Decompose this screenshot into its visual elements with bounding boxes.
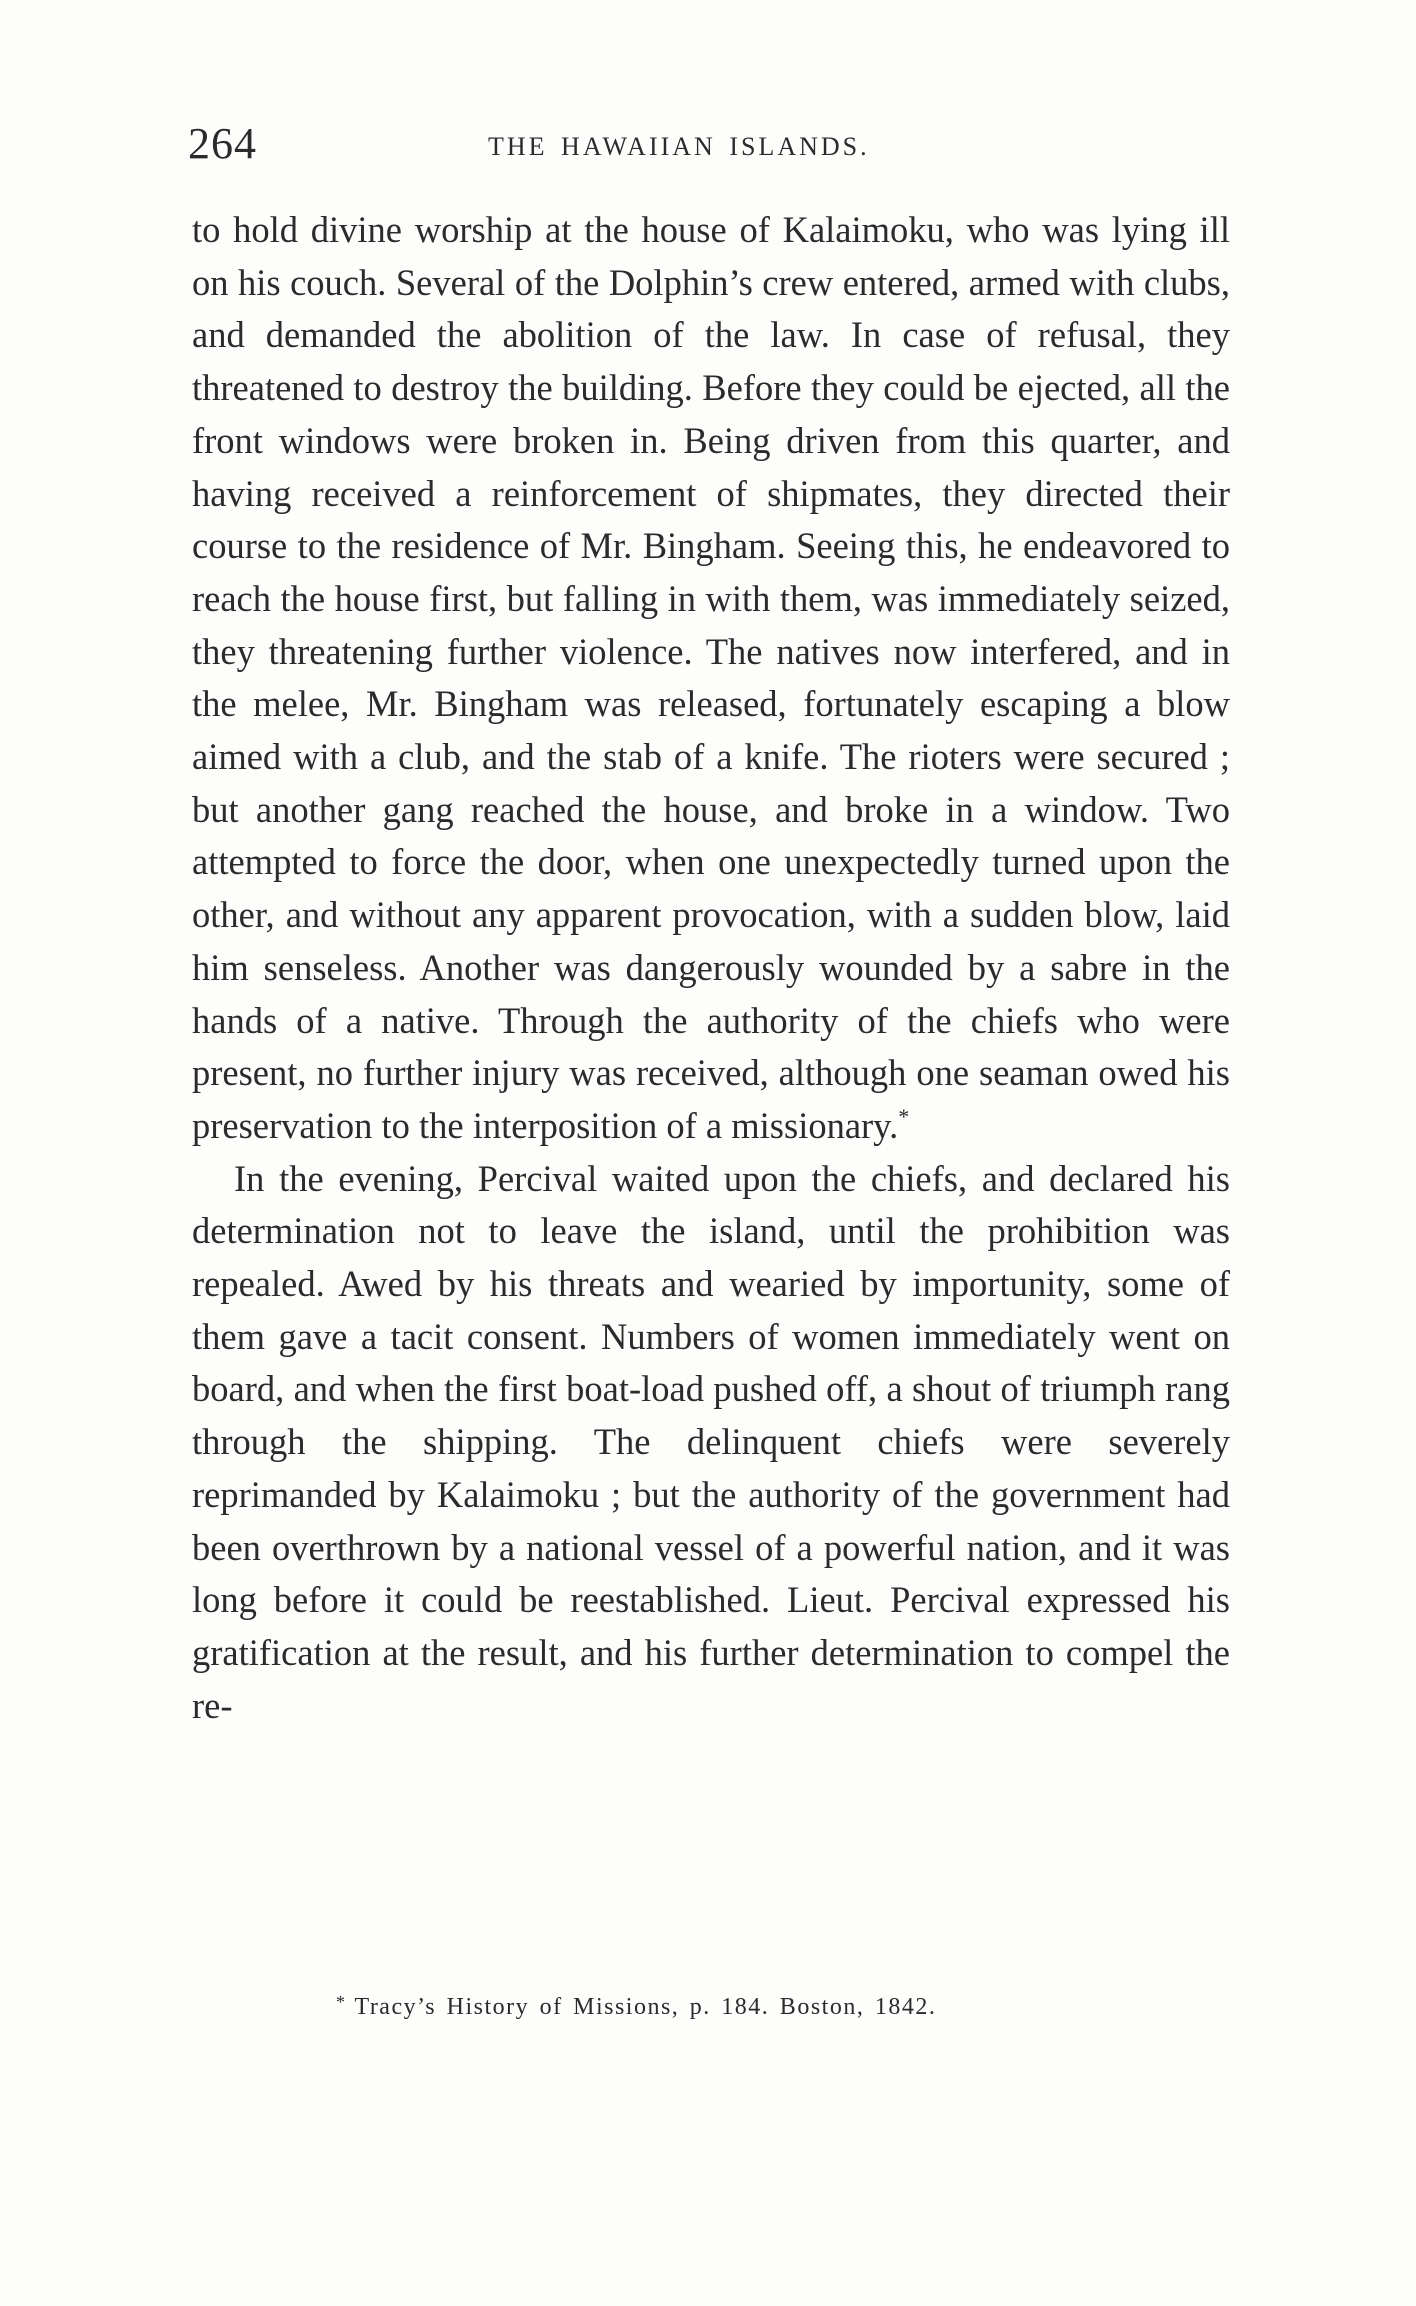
page-header bbox=[188, 118, 1228, 174]
footnote-mark: * bbox=[336, 1992, 347, 2012]
footnote bbox=[336, 1992, 936, 2021]
paragraph bbox=[192, 204, 1230, 1153]
footnote-reference-mark: * bbox=[898, 1103, 910, 1129]
body-text bbox=[192, 204, 1230, 1732]
paragraph: In the evening, Percival waited upon the chiefs, and declared his determination not to leave the island, until the prohibition was repealed. Awed by his threats and wearied by importunity, some of them gave a tacit consent. Numbers of women immediately went on board, and when the first boat-load pushed off, a shout of triumph rang through the shipping. The delinquent chiefs were severely reprimanded by Kalaimoku ; but the authority of the government had been overthrown by a national vessel of a powerful nation, and it was long before it could be reestablished. Lieut. Percival expressed his gratification at the result, and his further determination to compel the re- bbox=[192, 1157, 1230, 1726]
paragraph-text: to hold divine worship at the house of Kalaimoku, who was lying ill on his couch. Several of the Dolphin’s crew entered, armed with clubs, and demanded the abolition of the law. In case of refusal, they threatened to destroy the building. Before they could be ejected, all the front windows were broken in. Being driven from this quarter, and having received a reinforcement of shipmates, they directed their course to the residence of Mr. Bingham. Seeing this, he endeavored to reach the house first, but falling in with them, was immediately seized, they threatening further violence. The natives now interfered, and in the melee, Mr. Bingham was released, fortunately escaping a blow aimed with a club, and the stab of a knife. The rioters were secured ; but another gang reached the house, and broke in a window. Two attempted to force the door, when one unexpectedly turned upon the other, and without any apparent provocation, with a sudden blow, laid him senseless. Another was dangerously wounded by a sabre in the hands of a native. Through the authority of the chiefs who were present, no further injury was received, although one seaman owed his preservation to the interposition of a missionary. bbox=[192, 209, 1230, 1146]
page-number: 264 bbox=[188, 119, 257, 168]
footnote-text: Tracy’s History of Missions, p. 184. Boston, 1842. bbox=[354, 1994, 937, 2020]
running-title: THE HAWAIIAN ISLANDS. bbox=[488, 132, 870, 161]
